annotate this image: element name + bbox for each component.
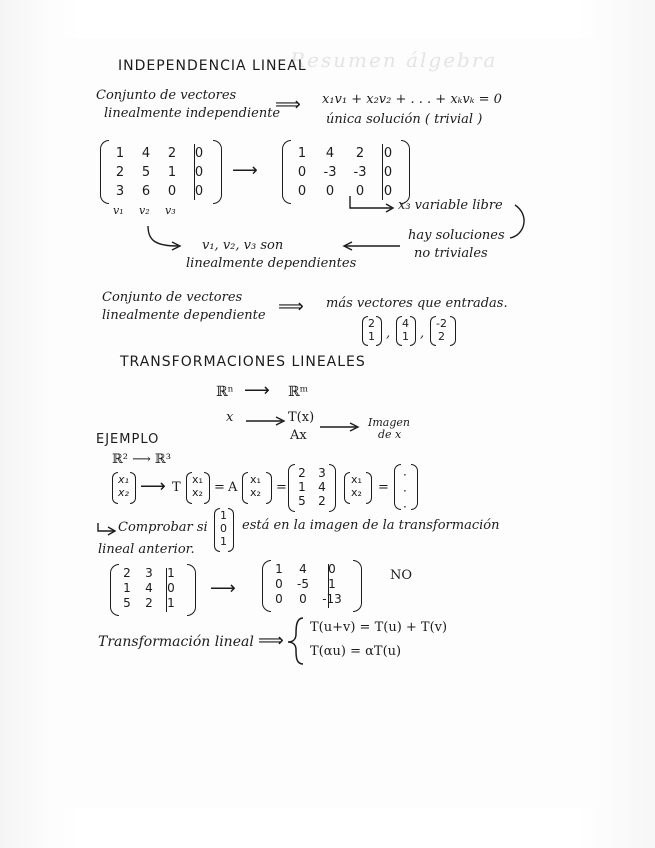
check-vector bbox=[214, 508, 234, 552]
matrix-cell: 0 bbox=[194, 165, 204, 180]
matrix-cell: 0 bbox=[275, 577, 283, 591]
dependent-set-line1: Conjunto de vectores bbox=[102, 290, 243, 305]
matrix-cell: 4 bbox=[318, 480, 326, 494]
vector-entry: x₁ bbox=[351, 473, 362, 486]
vector-entry: x₂ bbox=[118, 486, 129, 499]
matrix-cell: 0 bbox=[167, 184, 177, 199]
matrix-cell: 0 bbox=[194, 184, 204, 199]
matrix-cell: 1 bbox=[115, 146, 125, 161]
a-argument bbox=[242, 472, 272, 504]
example-vector-2 bbox=[396, 316, 416, 346]
matrix-cell: 2 bbox=[298, 466, 306, 480]
matrix-cell: 1 bbox=[275, 562, 283, 576]
matrix-cell: 0 bbox=[297, 184, 307, 199]
a-symbol: A bbox=[228, 480, 238, 495]
vector-entry: x₂ bbox=[192, 486, 203, 499]
matrix-cell: 3 bbox=[115, 184, 125, 199]
vector-entry: 1 bbox=[220, 509, 227, 522]
linear-combination-eq: x₁v₁ + x₂v₂ + . . . + xₖvₖ = 0 bbox=[322, 92, 502, 107]
matrix-cell: 1 bbox=[297, 146, 307, 161]
dependent-note-line2: linealmente dependientes bbox=[186, 256, 357, 271]
maps-to-arrow: ⟶ bbox=[244, 380, 270, 401]
matrix-cell: 5 bbox=[123, 596, 131, 610]
vector-entry: x₂ bbox=[250, 486, 261, 499]
unique-solution: única solución ( trivial ) bbox=[326, 112, 483, 127]
vector-entry: x₁ bbox=[250, 473, 261, 486]
column-label-v1: v₁ bbox=[113, 204, 124, 217]
matrix-cell: 2 bbox=[318, 494, 326, 508]
matrix-cell: 4 bbox=[325, 146, 335, 161]
image-label-line2: de x bbox=[378, 428, 402, 441]
matrix-cell: 4 bbox=[145, 581, 153, 595]
vector-entry: · bbox=[403, 468, 407, 482]
bleed-through-title: Resumen álgebra bbox=[290, 48, 498, 72]
equals-sign: = bbox=[276, 480, 287, 495]
check-text-cont: está en la imagen de la transformación bbox=[242, 518, 500, 533]
codomain-rm: ℝᵐ bbox=[288, 384, 309, 400]
augmented-matrix bbox=[110, 564, 196, 616]
t-argument bbox=[186, 472, 210, 504]
heading-ejemplo: EJEMPLO bbox=[96, 432, 160, 447]
matrix-cell: 0 bbox=[275, 592, 283, 606]
matrix-cell: 1 bbox=[167, 566, 175, 580]
equals-sign: = bbox=[378, 480, 389, 495]
equals-sign: = bbox=[214, 480, 225, 495]
vector-entry: x₁ bbox=[192, 473, 203, 486]
matrix-cell: 4 bbox=[299, 562, 307, 576]
matrix-form-ax: Ax bbox=[290, 428, 307, 443]
matrix-cell: 0 bbox=[194, 146, 204, 161]
matrix-cell: -5 bbox=[297, 577, 309, 591]
matrix-cell: 3 bbox=[145, 566, 153, 580]
free-variable-note: x₃ variable libre bbox=[398, 198, 503, 213]
result-vector bbox=[394, 464, 418, 514]
matrix-cell: -13 bbox=[322, 592, 342, 606]
set-label-line1: Conjunto de vectores bbox=[96, 88, 237, 103]
matrix-cell: 1 bbox=[328, 577, 336, 591]
matrix-cell: 2 bbox=[115, 165, 125, 180]
column-label-v3: v₃ bbox=[165, 204, 176, 217]
homogeneity-property: T(αu) = αT(u) bbox=[310, 644, 402, 659]
matrix-cell: 0 bbox=[355, 184, 365, 199]
dependent-set-line2: linealmente dependiente bbox=[102, 308, 266, 323]
implies-arrow-2: ⟹ bbox=[278, 296, 304, 317]
matrix-cell: 5 bbox=[298, 494, 306, 508]
matrix-cell: 0 bbox=[167, 581, 175, 595]
x-vector bbox=[344, 472, 372, 504]
example-vector-1 bbox=[362, 316, 382, 346]
vector-entry: · bbox=[403, 500, 407, 514]
linear-transformation-label: Transformación lineal bbox=[98, 634, 254, 650]
comma: , bbox=[386, 326, 391, 341]
image-label-line1: Imagen bbox=[368, 416, 410, 429]
matrix-cell: 1 bbox=[167, 165, 177, 180]
example-map: ℝ² ⟶ ℝ³ bbox=[112, 452, 171, 467]
implies-arrow-3: ⟹ bbox=[258, 630, 284, 651]
vector-entry: 4 bbox=[402, 317, 409, 330]
reduces-to-arrow: ⟶ bbox=[232, 160, 258, 181]
matrix-cell: 0 bbox=[297, 165, 307, 180]
reduced-matrix bbox=[262, 560, 362, 612]
matrix-cell: -3 bbox=[323, 165, 337, 180]
reduces-to-arrow-2: ⟶ bbox=[210, 578, 236, 599]
input-vector bbox=[112, 472, 136, 504]
t-symbol: T bbox=[172, 480, 181, 495]
example-vector-3 bbox=[430, 316, 456, 346]
vector-entry: 1 bbox=[220, 535, 227, 548]
vector-entry: x₁ bbox=[118, 473, 129, 486]
more-vectors-than-entries: más vectores que entradas. bbox=[326, 296, 508, 311]
dependent-note-line1: v₁, v₂, v₃ son bbox=[202, 238, 284, 253]
matrix-cell: 5 bbox=[141, 165, 151, 180]
additivity-property: T(u+v) = T(u) + T(v) bbox=[310, 620, 448, 635]
column-label-v2: v₂ bbox=[139, 204, 150, 217]
vector-entry: 1 bbox=[368, 330, 375, 343]
check-text-line2: lineal anterior. bbox=[98, 542, 195, 557]
vector-entry: 1 bbox=[402, 330, 409, 343]
matrix-cell: 3 bbox=[318, 466, 326, 480]
heading-transformaciones: TRANSFORMACIONES LINEALES bbox=[120, 354, 366, 370]
heading-independencia: INDEPENDENCIA LINEAL bbox=[118, 58, 307, 74]
domain-rn: ℝⁿ bbox=[216, 384, 234, 400]
matrix-cell: 1 bbox=[167, 596, 175, 610]
matrix-cell: 2 bbox=[355, 146, 365, 161]
matrix-cell: 2 bbox=[145, 596, 153, 610]
matrix-cell: 0 bbox=[383, 165, 393, 180]
matrix-cell: 0 bbox=[299, 592, 307, 606]
matrix-cell: 0 bbox=[383, 146, 393, 161]
maps-to-arrow-2: ⟶ bbox=[140, 476, 166, 497]
check-text: Comprobar si bbox=[118, 520, 208, 535]
matrix-cell: 2 bbox=[123, 566, 131, 580]
matrix-cell: 0 bbox=[383, 184, 393, 199]
comma: , bbox=[420, 326, 425, 341]
matrix-cell: 2 bbox=[167, 146, 177, 161]
vector-entry: -2 bbox=[436, 317, 447, 330]
answer-no: NO bbox=[390, 568, 413, 583]
matrix-cell: 1 bbox=[298, 480, 306, 494]
vector-entry: 2 bbox=[437, 330, 445, 343]
matrix-cell: 4 bbox=[141, 146, 151, 161]
example-matrix-a bbox=[288, 464, 336, 512]
nontrivial-note-line2: no triviales bbox=[414, 246, 488, 261]
vector-entry: · bbox=[403, 484, 407, 498]
matrix-cell: 0 bbox=[325, 184, 335, 199]
matrix-cell: -3 bbox=[353, 165, 367, 180]
matrix-cell: 0 bbox=[328, 562, 336, 576]
vector-entry: 0 bbox=[220, 522, 227, 535]
vector-entry: x₂ bbox=[351, 486, 362, 499]
implies-arrow: ⟹ bbox=[275, 94, 301, 115]
matrix-cell: 1 bbox=[123, 581, 131, 595]
input-x: x bbox=[226, 410, 234, 425]
vector-entry: 2 bbox=[368, 317, 375, 330]
output-tx: T(x) bbox=[288, 410, 315, 425]
nontrivial-note-line1: hay soluciones bbox=[408, 228, 505, 243]
matrix-cell: 6 bbox=[141, 184, 151, 199]
set-label-line2: linealmente independiente bbox=[104, 106, 281, 121]
